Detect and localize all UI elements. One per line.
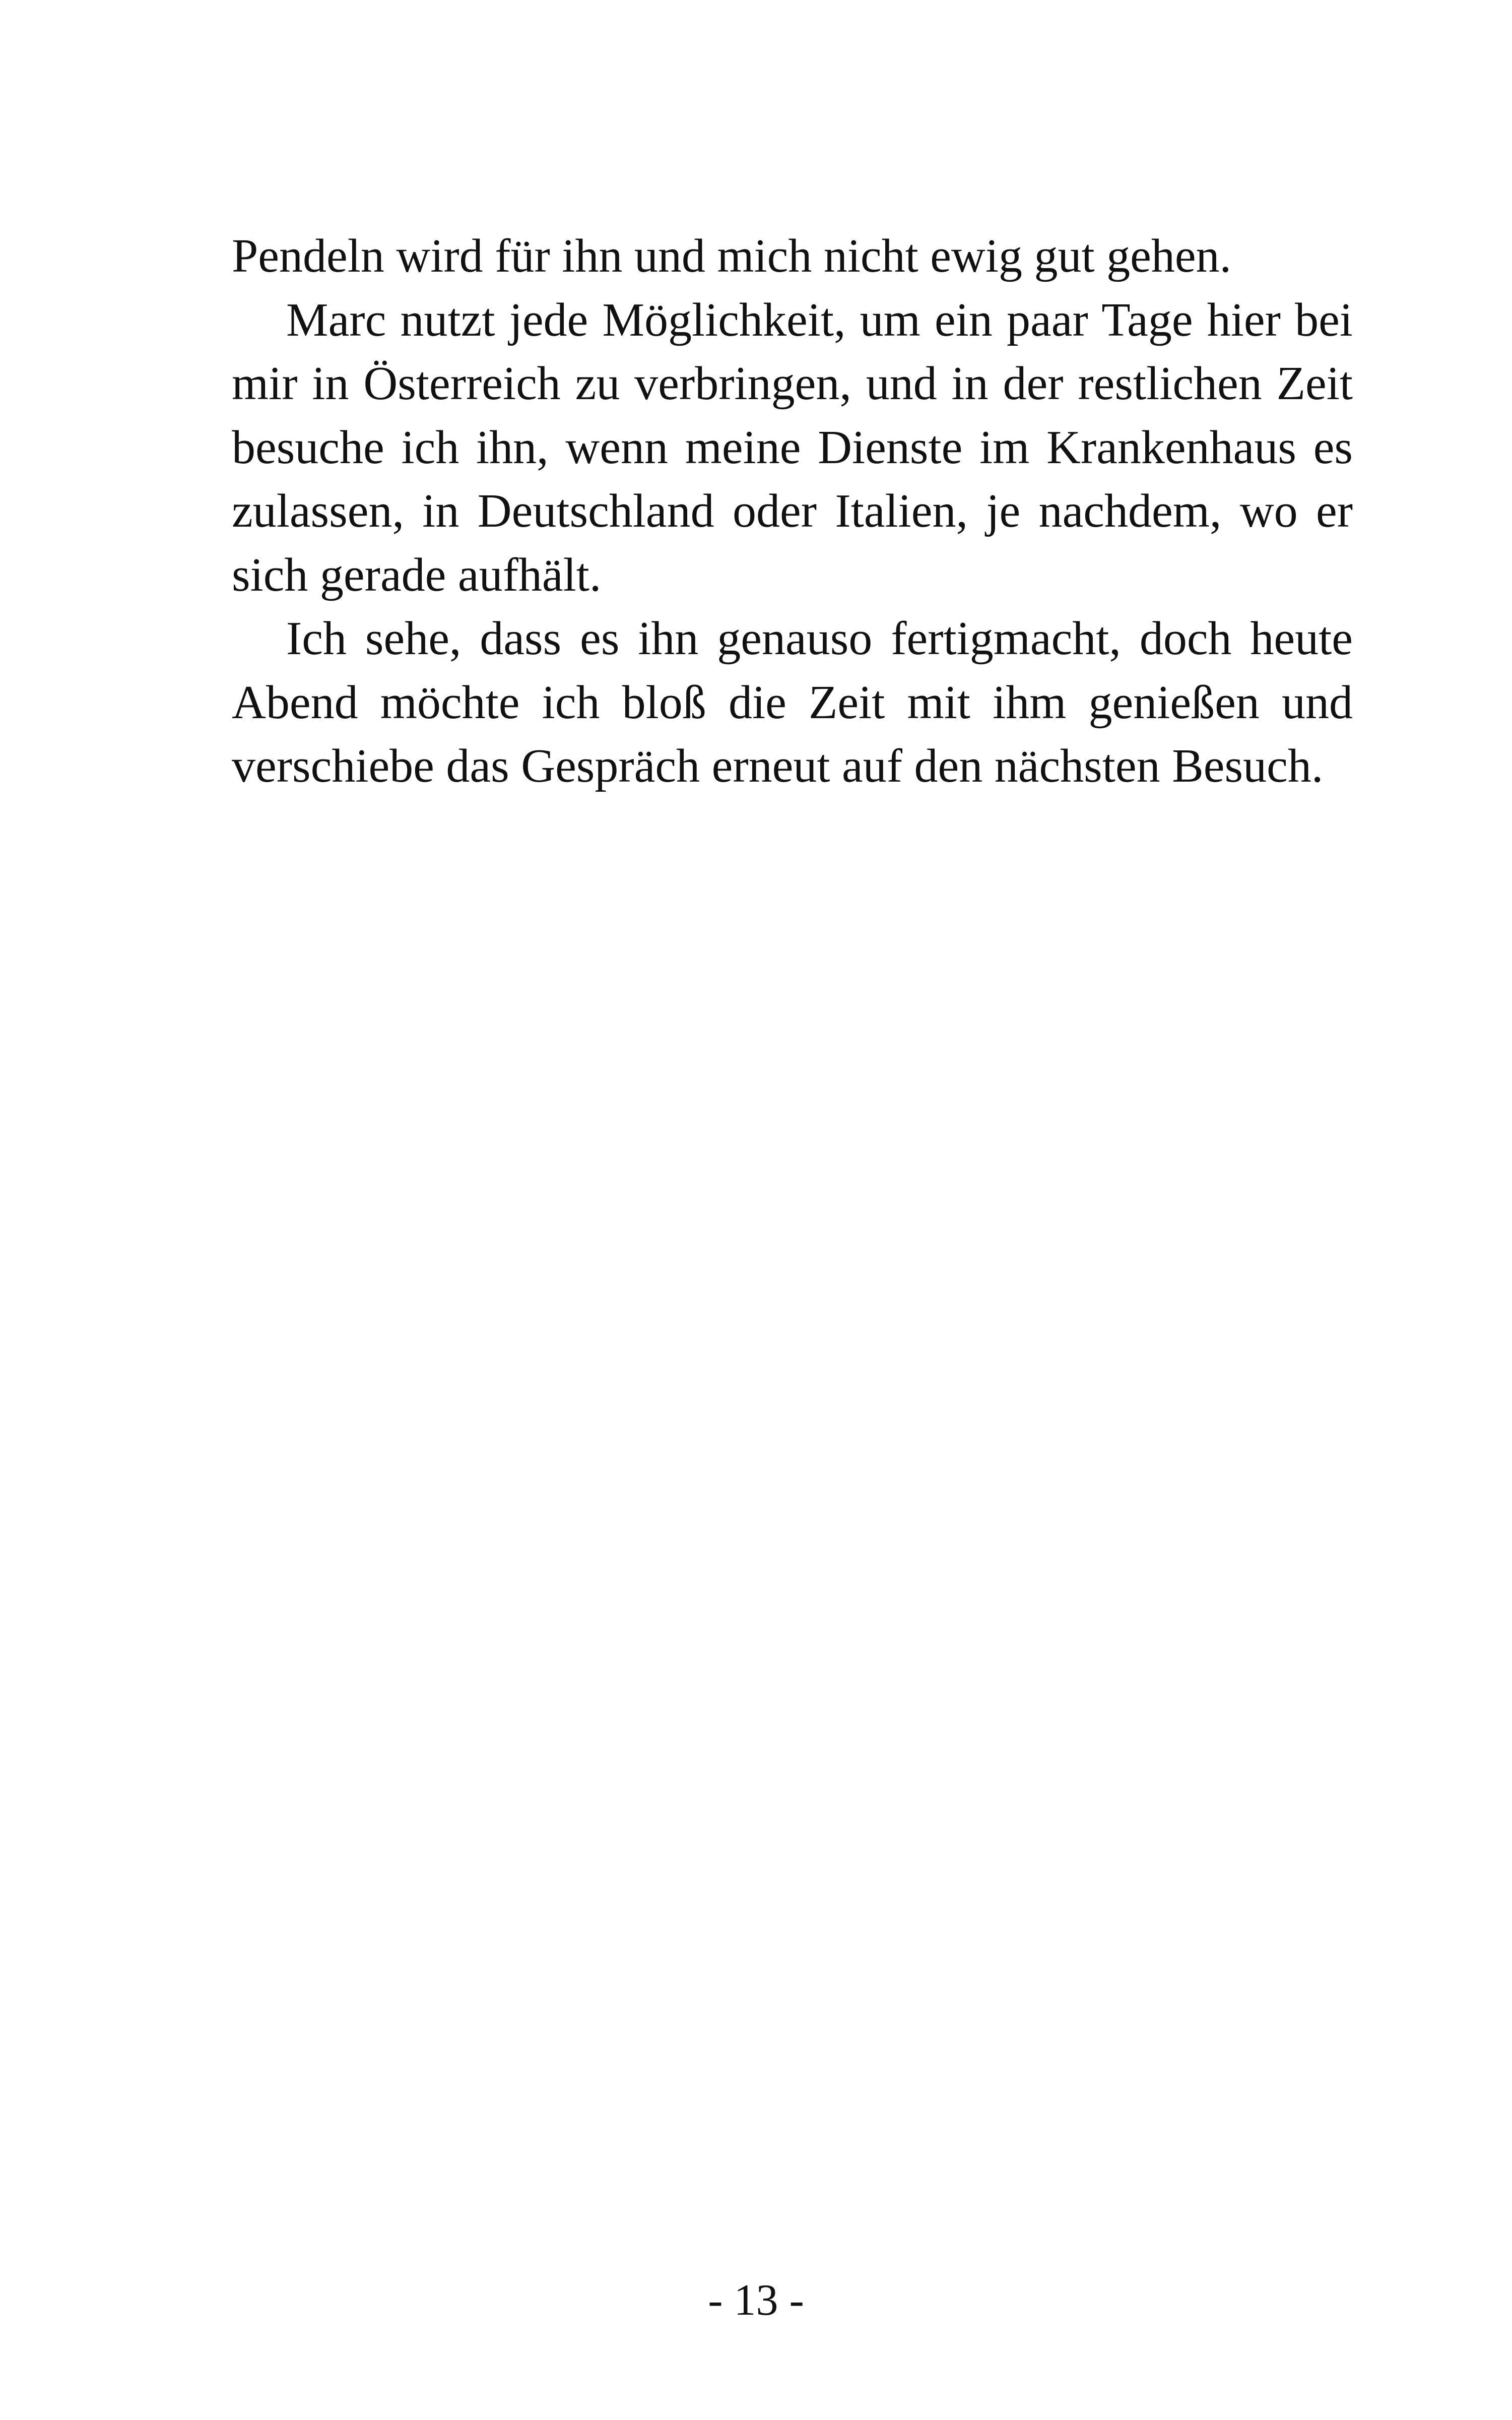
body-text — [232, 224, 1353, 798]
paragraph: Marc nutzt jede Möglichkeit, um ein paar Tage hier bei mir in Österreich zu verbringen, und in der restlichen Zeit besuche ich ihn, wenn meine Dienste im Krankenhaus es zulassen, in Deutschland oder Italien, je nachdem, wo er sich gerade aufhält. — [232, 293, 1353, 601]
paragraph-continued: Pendeln wird für ihn und mich nicht ewig gut gehen. — [232, 230, 1232, 282]
page-number: - 13 - — [708, 2276, 804, 2325]
paragraph: Ich sehe, dass es ihn genauso fertigmacht, doch heute Abend möchte ich bloß die Zeit mit ihm genießen und verschiebe das Gespräch erneut auf den nächsten Besuch. — [232, 612, 1353, 792]
